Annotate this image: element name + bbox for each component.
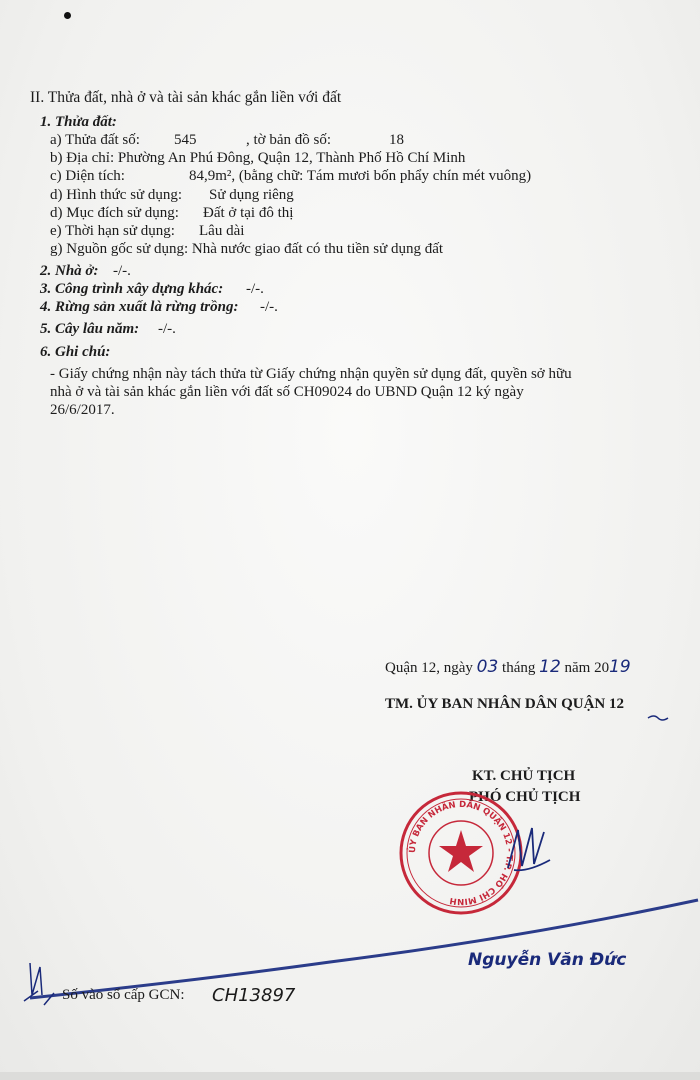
note-line: nhà ở và tài sản khác gắn liền với đất số CH09024 do UBND Quận 12 ký ngày [50,384,524,400]
map-sheet-label: , tờ bản đồ số: [246,132,332,148]
registry-label: Số vào sổ cấp GCN: [62,987,185,1003]
date-day: 03 [476,657,499,677]
note-line: 26/6/2017. [50,402,115,418]
map-sheet-value: 18 [389,132,404,148]
land-heading: 1. Thửa đất: [40,114,117,130]
registry-number: CH13897 [212,985,296,1006]
perennial-trees-value: -/-. [158,321,176,337]
date-month-label: tháng [502,660,536,676]
address-line: b) Địa chỉ: Phường An Phú Đông, Quận 12, Thành Phố Hồ Chí Minh [50,150,466,166]
notes-heading: 6. Ghi chú: [40,344,111,360]
signer-title-2: PHÓ CHỦ TỊCH [469,789,581,805]
usage-term-value: Lâu dài [199,223,245,239]
parcel-number-label: a) Thửa đất số: [50,132,140,148]
date-month: 12 [539,657,561,677]
signer-name: Nguyễn Văn Đức [468,950,627,970]
usage-form-value: Sử dụng riêng [209,187,294,203]
forest-heading: 4. Rừng sản xuất là rừng trồng: [40,299,239,315]
note-line: - Giấy chứng nhận này tách thửa từ Giấy chứng nhận quyền sử dụng đất, quyền sở hữu [50,366,572,382]
area-label: c) Diện tích: [50,168,125,184]
forest-value: -/-. [260,299,278,315]
house-heading: 2. Nhà ở: [40,263,99,279]
other-works-heading: 3. Công trình xây dựng khác: [40,281,224,297]
usage-purpose-value: Đất ở tại đô thị [203,205,294,221]
date-prefix: Quận 12, ngày [385,660,473,676]
section-title: II. Thửa đất, nhà ở và tài sản khác gắn liền với đất [30,89,342,106]
signer-title-1: KT. CHỦ TỊCH [472,768,576,784]
perennial-trees-heading: 5. Cây lâu năm: [40,321,140,337]
svg-text:ỦY BAN NHÂN DÂN QUẬN 12 - T.P.: ỦY BAN NHÂN DÂN QUẬN 12 - T.P. HỒ CHÍ MINH [407,799,515,907]
usage-origin-line: g) Nguồn gốc sử dụng: Nhà nước giao đất có thu tiền sử dụng đất [50,241,444,257]
initials-scribble [20,955,60,1010]
other-works-value: -/-. [246,281,264,297]
page-bottom-edge [0,1072,700,1080]
usage-term-label: e) Thời hạn sử dụng: [50,223,175,239]
house-value: -/-. [113,263,131,279]
area-value: 84,9m², (bằng chữ: Tám mươi bốn phẩy chín mét vuông) [189,168,532,184]
parcel-number-value: 545 [174,132,197,148]
authority-title: TM. ỦY BAN NHÂN DÂN QUẬN 12 [385,696,625,712]
date-year-label: năm 20 [564,660,610,676]
usage-form-label: d) Hình thức sử dụng: [50,187,183,203]
date-year: 19 [609,657,631,677]
usage-purpose-label: d) Mục đích sử dụng: [50,205,179,221]
